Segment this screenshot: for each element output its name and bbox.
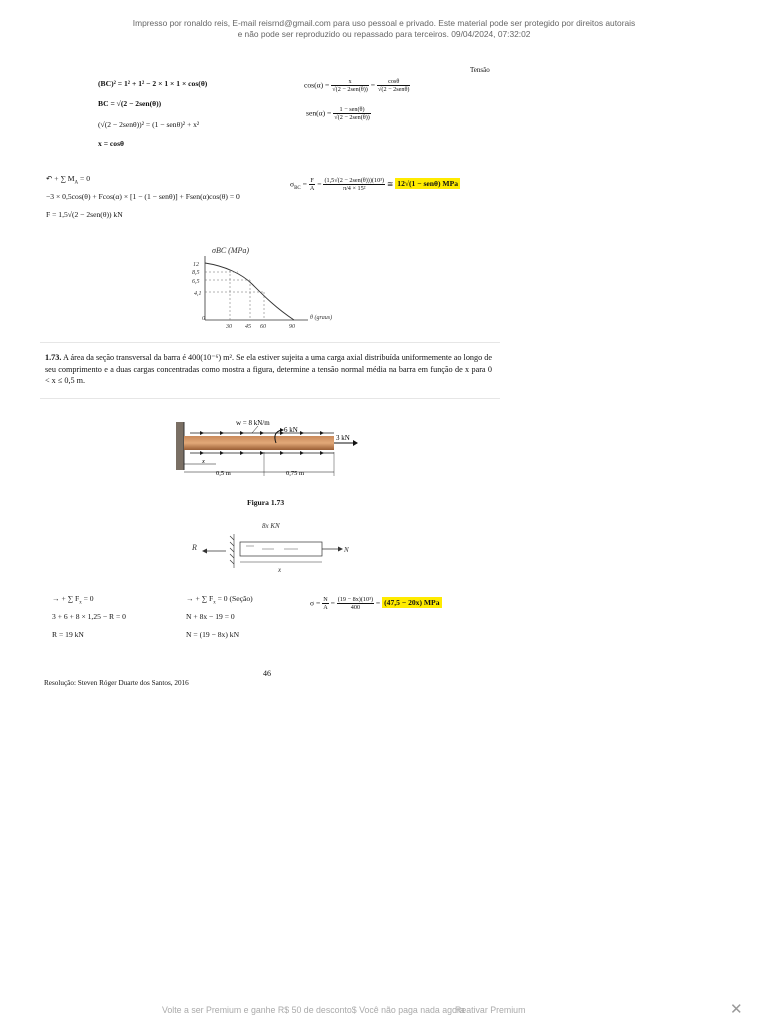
sketch-ytick-0: 12: [193, 262, 199, 268]
premium-banner: [0, 1000, 768, 1020]
sum-fx-global-text: → + ∑ F: [52, 594, 80, 603]
sigma-den: π/4 × 15²: [342, 185, 366, 192]
dim-075m-label: 0,75 m: [286, 470, 305, 477]
moment-sum-sub: A: [74, 180, 79, 186]
problem-text: A área da seção transversal da barra é 400(10⁻⁶) m². Se ela estiver sujeita a uma carga axial distribuída uniformemente ao longo de seu comprimento e a duas cargas concentradas como mostra a figura, determine a tensão normal média na barra em função de x para 0 < x ≤ 0,5 m.: [45, 353, 492, 386]
equilibrium-eq: 3 + 6 + 8 × 1,25 − R = 0: [52, 612, 126, 621]
cos-num: x: [331, 78, 369, 86]
sigma-fraction: [323, 177, 385, 192]
sigma-lhs: σ: [290, 179, 295, 189]
final-a: A: [323, 604, 328, 611]
x-eq: x = cosθ: [98, 139, 125, 148]
bc-length-eq: BC = √(2 − 2sen(θ)): [98, 99, 162, 108]
sigma-equals: =: [300, 179, 309, 189]
sketch-x-label: θ (graus): [310, 315, 333, 321]
resolution-credit: Resolução: Steven Róger Duarte dos Santos, 2016: [44, 679, 189, 687]
cos-lhs: cos(α) =: [304, 80, 330, 90]
final-sigma-lhs: σ =: [310, 598, 321, 608]
free-body-diagram-sketch: [190, 518, 360, 584]
figure-1-73: [176, 412, 366, 490]
cos-den-2: √(2 − 2senθ): [377, 86, 410, 93]
final-equals: =: [330, 598, 335, 608]
fbd-normal-label: N: [344, 546, 349, 554]
section-divider-2: [40, 398, 500, 399]
sum-fx-section-text: → + ∑ F: [186, 594, 214, 603]
final-fraction: [337, 596, 374, 611]
section-divider: [40, 342, 500, 343]
fbd-reaction-label: R: [192, 543, 197, 552]
final-den: 400: [350, 604, 361, 611]
distributed-load-label: w = 8 kN/m: [236, 419, 270, 427]
sigma-bc-eq: $\sigma_{BC}$ = $\frac{F}{A}$ = $\frac{\text{(1,5√(2 − 2sen(θ)))(10³)}}{\text{π/4 × 15²}}$ ≅ 12√(1 − senθ) MPa: [290, 177, 459, 192]
close-icon[interactable]: ✕: [730, 1001, 743, 1018]
final-equals-2: =: [375, 598, 381, 608]
cos-fraction-1: [331, 78, 369, 93]
reactivate-premium-button[interactable]: Reativar Premium: [455, 1005, 526, 1015]
problem-number: 1.73.: [45, 353, 62, 362]
sketch-xtick-1: 45: [245, 324, 251, 330]
fbd-load-label: 8x KN: [262, 522, 280, 530]
bar-body: [184, 436, 334, 450]
sketch-ytick-1: 8,5: [192, 270, 200, 276]
squared-eq: (√(2 − 2senθ))² = (1 − senθ)² + x²: [98, 120, 200, 129]
cos-equals: =: [370, 80, 376, 90]
cos-alpha-eq: [304, 78, 410, 93]
fbd-x-label: x: [278, 566, 282, 574]
sen-num: 1 − sen(θ): [333, 106, 371, 114]
copyright-notice: [0, 18, 768, 40]
problem-statement: [45, 352, 492, 387]
section-equilibrium-eq: N + 8x − 19 = 0: [186, 612, 235, 621]
sigma-f: F: [310, 177, 314, 184]
final-n: N: [323, 596, 328, 603]
moment-sum-eq: [46, 174, 90, 189]
load-6kn-label: 6 kN: [284, 426, 298, 434]
cos-fraction-2: [377, 78, 411, 93]
x-dimension-label: x: [202, 458, 205, 465]
cos-den: √(2 − 2sen(θ)): [332, 86, 368, 93]
sum-fx-global-rest: = 0: [81, 594, 94, 603]
sketch-xtick-2: 60: [260, 324, 266, 330]
sketch-xtick-0: 30: [226, 324, 232, 330]
notice-line-1: Impresso por ronaldo reis, E-mail reisrnd@gmail.com para uso pessoal e privado. Este material pode ser protegido por direitos autorais: [132, 18, 636, 28]
final-num: (19 − 8x)(10³): [337, 596, 374, 603]
moment-sum-text: ↶ + ∑ M: [46, 174, 75, 183]
final-stress-highlight: (47,5 − 20x) MPa: [384, 598, 440, 608]
cos-num-2: cosθ: [377, 78, 411, 86]
sketch-ytick-4: 0: [202, 316, 205, 322]
sigma-result-highlight: 12√(1 − senθ) MPa: [397, 179, 459, 189]
final-n-over-a: [322, 596, 328, 611]
sum-fx-section-sub: x: [213, 600, 216, 606]
approx-sign: ≅: [386, 179, 394, 189]
sen-lhs: sen(α) =: [306, 108, 332, 118]
sigma-sub: BC: [294, 185, 301, 191]
sigma-f-over-a: [309, 177, 315, 192]
law-of-cosines-eq: (BC)² = 1² + 1² − 2 × 1 × 1 × cos(θ): [98, 79, 208, 88]
sen-fraction: [333, 106, 371, 121]
document-page: [40, 62, 500, 696]
final-stress-eq: [310, 596, 442, 611]
notice-line-2: e não pode ser reproduzido ou repassado para terceiros. 09/04/2024, 07:32:02: [237, 29, 531, 39]
sum-fx-global-sub: x: [79, 600, 82, 606]
sum-fx-section-rest: = 0 (Seção): [215, 594, 253, 603]
force-f-eq: F = 1,5√(2 − 2sen(θ)) kN: [46, 210, 123, 219]
sketch-ytick-3: 4,1: [194, 291, 202, 297]
sum-fx-global: [52, 594, 94, 609]
sen-den: √(2 − 2sen(θ)): [334, 114, 370, 121]
sen-alpha-eq: [306, 106, 371, 121]
sigma-num: (1,5√(2 − 2sen(θ)))(10³): [324, 177, 385, 184]
sketch-ytick-2: 6,5: [192, 279, 200, 285]
section-header: Tensão: [470, 66, 490, 74]
figure-caption: Figura 1.73: [247, 498, 285, 507]
sketch-y-label: σBC (MPa): [212, 246, 250, 255]
load-3kn-label: 3 kN: [336, 434, 350, 442]
moment-sum-rest: = 0: [78, 174, 91, 183]
premium-message: Volte a ser Premium e ganhe R$ 50 de desconto$ Você não paga nada agora: [162, 1005, 465, 1015]
dim-05m-label: 0,5 m: [216, 470, 231, 477]
page-number: 46: [263, 669, 271, 678]
normal-force-result: N = (19 − 8x) kN: [186, 630, 240, 639]
sketch-xtick-3: 90: [289, 324, 295, 330]
stress-angle-sketch: [190, 242, 365, 332]
reaction-result: R = 19 kN: [52, 630, 84, 639]
moment-expansion-eq: −3 × 0,5cos(θ) + Fcos(α) × [1 − (1 − senθ)] + Fsen(α)cos(θ) = 0: [46, 192, 240, 201]
sum-fx-section: [186, 594, 253, 609]
sigma-a: A: [309, 185, 315, 192]
